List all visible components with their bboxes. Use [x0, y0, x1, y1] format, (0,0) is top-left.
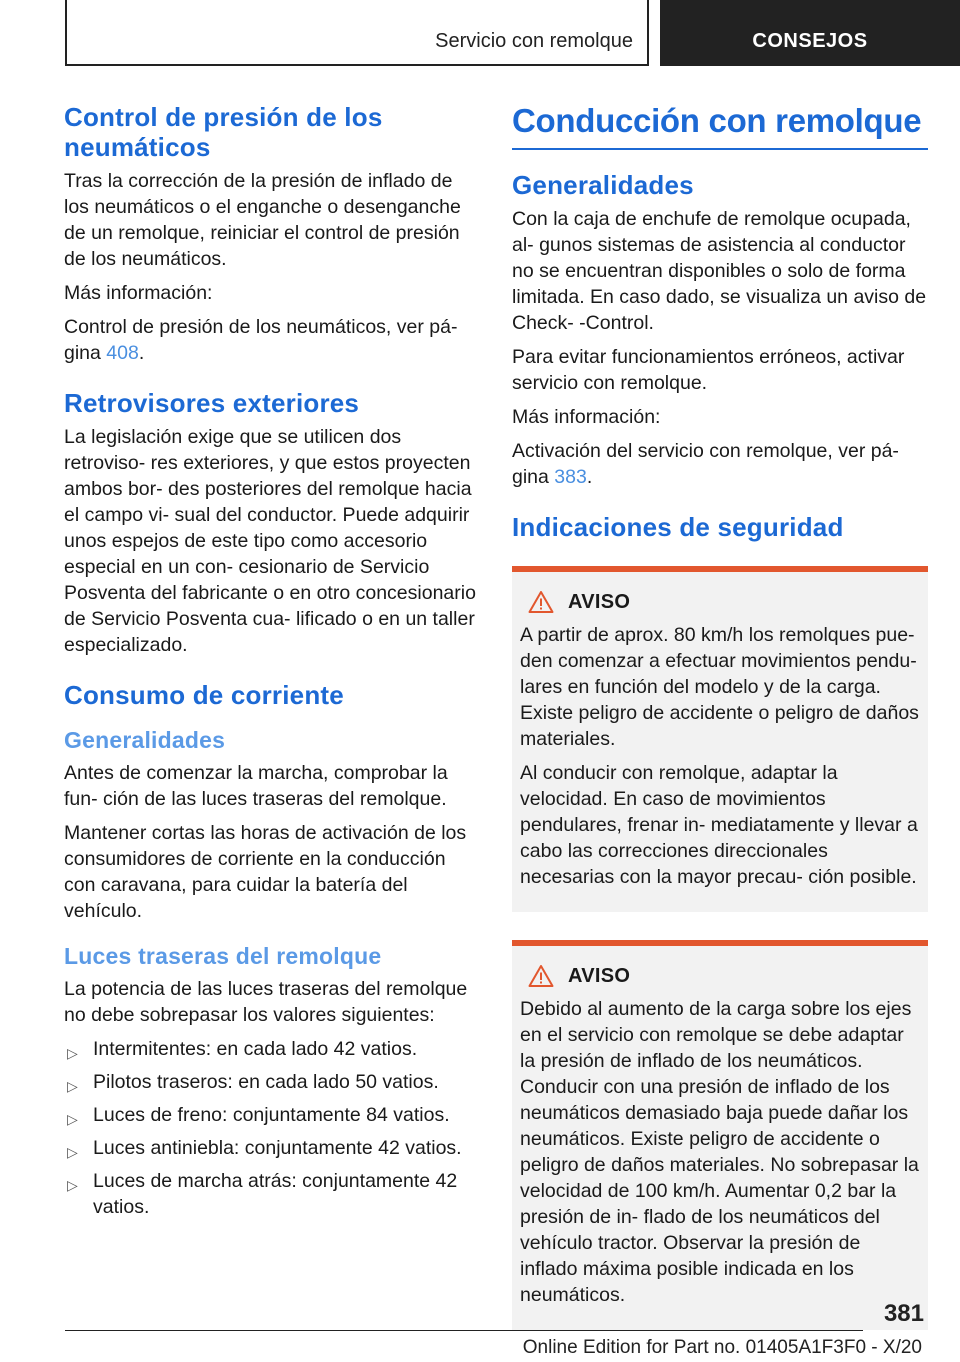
warning-header — [520, 590, 920, 614]
warning-triangle-icon — [528, 964, 554, 988]
triangle-bullet-icon: ▷ — [67, 1177, 78, 1193]
list-item: ▷ Intermitentes: en cada lado 42 vatios. — [64, 1036, 478, 1062]
list-item: ▷ Luces de freno: conjuntamente 84 vatios. — [64, 1102, 478, 1128]
list-item: ▷ Pilotos traseros: en cada lado 50 vatios. — [64, 1069, 478, 1095]
warning-box — [512, 566, 928, 912]
general-heading: Generalidades — [512, 170, 694, 200]
general-reference — [512, 438, 928, 490]
warning-label: AVISO — [568, 964, 631, 987]
right-column — [512, 102, 928, 1344]
tpms-reference — [64, 314, 478, 366]
left-column — [64, 102, 478, 1227]
warning-paragraph: Al conducir con remolque, adaptar la velocidad. En caso de movimientos pendulares, frenar in‐ mediatamente y llevar a cabo las correcciones direccionales necesarias con la mayor precau‐ ción posible. — [520, 762, 918, 888]
warning-box — [512, 940, 928, 1330]
warning-paragraph: Debido al aumento de la carga sobre los ejes en el servicio con remolque se debe adaptar la presión de inflado de los neumáticos. Conducir con una presión de inflado de los neumáticos demasiado baja puede dañar los neumáticos. Existe peligro de accidente o peligro de daños materiales. No sobrepasar la velocidad de 100 km/h. Aumentar 0,2 bar la presión de in‐ flado de los neumáticos del vehículo tractor. Observar la presión de inflado máxima posible indicada en los neumáticos. — [520, 998, 919, 1306]
footer-rule — [65, 1330, 863, 1331]
tpms-page-link[interactable]: 408 — [106, 342, 139, 364]
triangle-bullet-icon: ▷ — [67, 1078, 78, 1094]
triangle-bullet-icon: ▷ — [67, 1111, 78, 1127]
tail-lights-intro: La potencia de las luces traseras del remolque no debe sobrepasar los valores siguientes: — [64, 978, 468, 1026]
warning-paragraph: A partir de aprox. 80 km/h los remolques pue‐ den comenzar a efectuar movimientos pendu‐ lares en función del modelo y de la carga. Existe peligro de accidente o peligro de daños materiales. — [520, 624, 919, 750]
warning-header — [520, 964, 920, 988]
header-section-box — [65, 0, 649, 66]
power-general-heading: Generalidades — [64, 727, 226, 753]
general-reference-text: Activación del servicio con remolque, ver pá‐ gina — [512, 440, 899, 488]
chapter-heading: Conducción con remolque — [512, 102, 928, 150]
wattage-list — [64, 1036, 478, 1220]
power-paragraph-2: Mantener cortas las horas de activación de los consumidores de corriente en la conducción con caravana, para cuidar la batería del vehículo. — [64, 822, 467, 922]
tpms-paragraph: Tras la corrección de la presión de inflado de los neumáticos o el enganche o desenganche de un remolque, reiniciar el control de presión de los neumáticos. — [64, 170, 461, 270]
list-item: ▷ Luces de marcha atrás: conjuntamente 42 vatios. — [67, 1170, 458, 1218]
header-chapter-tab — [660, 0, 960, 66]
tail-lights-heading: Luces traseras del remolque — [64, 943, 382, 969]
warning-label: AVISO — [568, 590, 631, 613]
header-section-title: Servicio con remolque — [435, 30, 633, 52]
mirrors-heading: Retrovisores exteriores — [64, 388, 360, 418]
power-heading: Consumo de corriente — [64, 680, 344, 710]
header-chapter-label: CONSEJOS — [752, 30, 868, 52]
page-number: 381 — [883, 1300, 924, 1327]
tpms-more-info: Más información: — [64, 282, 213, 304]
footer-edition: Online Edition for Part no. 01405A1F3F0 - X/20 — [522, 1337, 922, 1358]
power-paragraph-1: Antes de comenzar la marcha, comprobar la fun‐ ción de las luces traseras del remolque. — [64, 762, 448, 810]
general-page-link[interactable]: 383 — [554, 466, 587, 488]
warning-triangle-icon — [528, 590, 554, 614]
general-paragraph-1: Con la caja de enchufe de remolque ocupada, al‐ gunos sistemas de asistencia al conductor no se encuentran disponibles o solo de forma limitada. En caso dado, se visualiza un aviso de Check- -Control. — [512, 208, 927, 334]
tpms-heading: Control de presión de los neumáticos — [64, 102, 383, 162]
list-item: ▷ Luces antiniebla: conjuntamente 42 vatios. — [64, 1135, 478, 1161]
triangle-bullet-icon: ▷ — [67, 1045, 78, 1061]
general-paragraph-2: Para evitar funcionamientos erróneos, activar servicio con remolque. — [512, 346, 905, 394]
tpms-reference-text: Control de presión de los neumáticos, ver pá‐ gina — [64, 316, 458, 364]
general-more-info: Más información: — [512, 406, 661, 428]
general-reference-end: . — [586, 466, 593, 488]
mirrors-paragraph: La legislación exige que se utilicen dos retroviso‐ res exteriores, y que estos proyecten ambos bor‐ des posteriores del remolque hacia el campo vi‐ sual del conductor. Puede adquirir unos espejos de este tipo como accesorio especial en un con‐ cesionario de Servicio Posventa del fabricante o en otro concesionario de Servicio Posventa cua‐ lificado o en un taller especializado. — [64, 426, 476, 656]
triangle-bullet-icon: ▷ — [67, 1144, 78, 1160]
tpms-reference-end: . — [138, 342, 145, 364]
safety-heading: Indicaciones de seguridad — [512, 512, 844, 542]
